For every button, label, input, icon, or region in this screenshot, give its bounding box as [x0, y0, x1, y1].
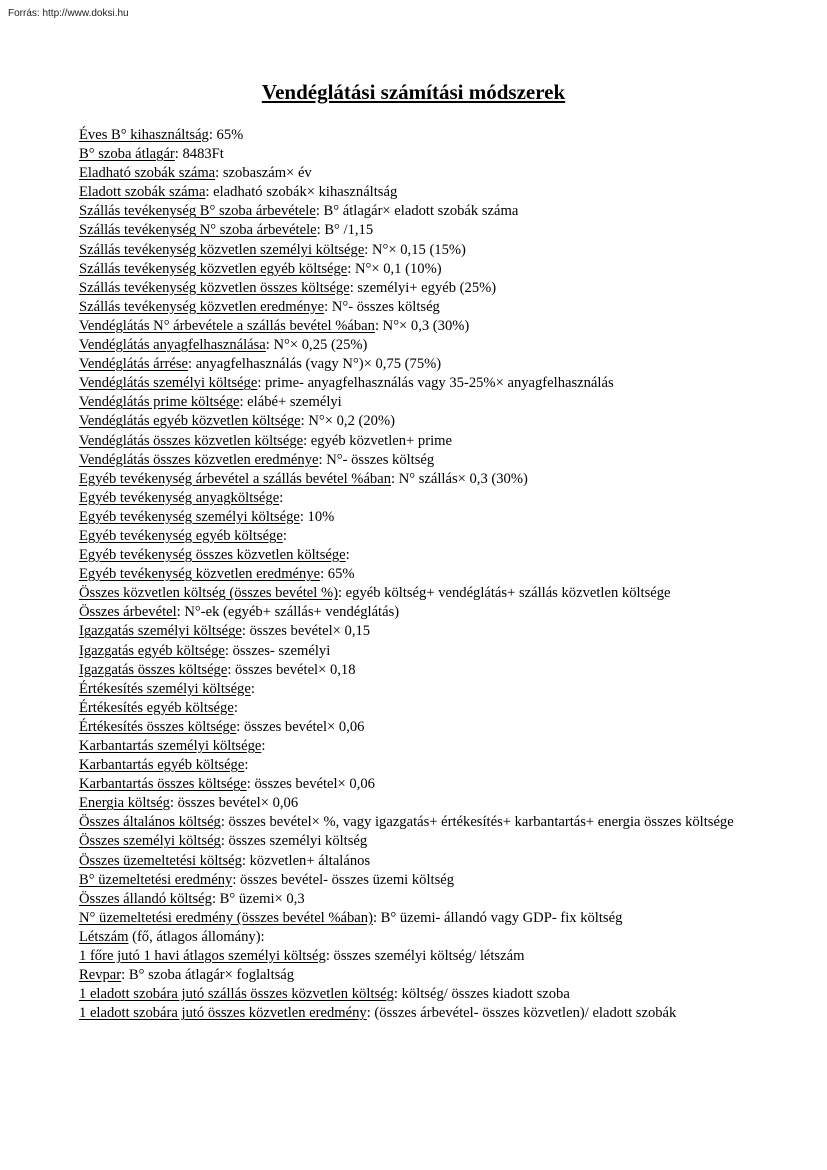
term: Igazgatás egyéb költsége	[79, 642, 225, 659]
list-item	[79, 527, 748, 546]
definition: : összes bevétel× 0,18	[227, 661, 356, 678]
list-item	[79, 699, 748, 718]
term: Szállás tevékenység közvetlen egyéb költsége	[79, 260, 348, 277]
term: N° üzemeltetési eredmény (összes bevétel %ában)	[79, 909, 373, 926]
definition: : összes személyi költség/ létszám	[325, 948, 525, 965]
definition: :	[345, 547, 350, 564]
list-item	[79, 164, 748, 183]
term: Összes üzemeltetési költség	[79, 852, 242, 869]
term: Eladható szobák száma	[79, 165, 216, 182]
term: Vendéglátás összes közvetlen költsége	[79, 432, 304, 449]
term: Vendéglátás összes közvetlen eredménye	[79, 451, 319, 468]
list-item	[79, 145, 748, 164]
term: 1 eladott szobára jutó összes közvetlen eredmény	[79, 1005, 367, 1022]
definition: : N°- összes költség	[324, 298, 440, 315]
definition: (fő, átlagos állomány):	[128, 928, 265, 945]
list-item	[79, 546, 748, 565]
list-item	[79, 260, 748, 279]
term: Vendéglátás prime költsége	[79, 394, 240, 411]
list-item	[79, 183, 748, 202]
definition: : összes- személyi	[224, 642, 331, 659]
list-item	[79, 412, 748, 431]
definition: : összes bevétel× %, vagy igazgatás+ értékesítés+ karbantartás+ energia összes költsége	[220, 814, 734, 831]
definition: : N°× 0,15 (15%)	[364, 241, 466, 258]
definition: : anyagfelhasználás (vagy N°)× 0,75 (75%)	[188, 356, 442, 373]
list-item	[79, 489, 748, 508]
definition: : N°-ek (egyéb+ szállás+ vendéglátás)	[176, 604, 400, 621]
definition: : N°× 0,1 (10%)	[347, 260, 442, 277]
term: Revpar	[79, 967, 122, 984]
list-item	[79, 737, 748, 756]
formula-list	[79, 126, 748, 1023]
term: Igazgatás összes költsége	[79, 661, 228, 678]
definition: : 8483Ft	[174, 146, 224, 163]
definition: : összes bevétel× 0,06	[169, 795, 299, 812]
list-item	[79, 374, 748, 393]
term: Eladott szobák száma	[79, 184, 206, 201]
definition: : személyi+ egyéb (25%)	[349, 279, 497, 296]
list-item	[79, 985, 748, 1004]
definition: :	[244, 757, 249, 774]
definition: : összes személyi költség	[220, 833, 368, 850]
term: Összes általános költség	[79, 814, 221, 831]
list-item	[79, 622, 748, 641]
term: Létszám	[79, 928, 129, 945]
term: Karbantartás összes költsége	[79, 776, 247, 793]
term: Vendéglátás személyi költsége	[79, 375, 258, 392]
term: Értékesítés személyi költsége	[79, 680, 251, 697]
term: Összes közvetlen költség (összes bevétel %)	[79, 585, 338, 602]
list-item	[79, 966, 748, 985]
definition: : egyéb költség+ vendéglátás+ szállás közvetlen költsége	[337, 585, 671, 602]
list-item	[79, 565, 748, 584]
list-item	[79, 451, 748, 470]
term: Értékesítés egyéb költsége	[79, 699, 234, 716]
definition: : 65%	[320, 566, 355, 583]
term: Szállás tevékenység N° szoba árbevétele	[79, 222, 317, 239]
definition: : N°× 0,3 (30%)	[374, 317, 470, 334]
term: Vendéglátás N° árbevétele a szállás bevétel %ában	[79, 317, 375, 334]
list-item	[79, 852, 748, 871]
term: Szállás tevékenység B° szoba árbevétele	[79, 203, 316, 220]
list-item	[79, 432, 748, 451]
definition: : B° /1,15	[316, 222, 374, 239]
list-item	[79, 661, 748, 680]
term: Szállás tevékenység közvetlen összes költsége	[79, 279, 350, 296]
list-item	[79, 871, 748, 890]
term: Összes személyi költség	[79, 833, 221, 850]
definition: : összes bevétel× 0,06	[246, 776, 375, 793]
list-item	[79, 642, 748, 661]
term: 1 főre jutó 1 havi átlagos személyi költség	[79, 948, 326, 965]
definition: : N°× 0,2 (20%)	[300, 413, 395, 430]
definition: : B° szoba átlagár× foglaltság	[121, 967, 295, 984]
term: Értékesítés összes költsége	[79, 718, 237, 735]
list-item	[79, 126, 748, 145]
definition: : B° üzemi- állandó vagy GDP- fix költség	[372, 909, 623, 926]
term: Vendéglátás árrése	[79, 356, 188, 373]
list-item	[79, 508, 748, 527]
document-title: Vendéglátási számítási módszerek	[261, 80, 566, 104]
list-item	[79, 890, 748, 909]
definition: : 10%	[299, 508, 335, 525]
definition: : szobaszám× év	[215, 165, 312, 182]
definition: : N°× 0,25 (25%)	[265, 337, 368, 354]
list-item	[79, 832, 748, 851]
definition: : B° átlagár× eladott szobák száma	[315, 203, 519, 220]
definition: : egyéb közvetlen+ prime	[303, 432, 452, 449]
term: B° üzemeltetési eredmény	[79, 871, 233, 888]
definition: : összes bevétel- összes üzemi költség	[232, 871, 455, 888]
list-item	[79, 355, 748, 374]
term: Vendéglátás egyéb közvetlen költsége	[79, 413, 301, 430]
list-item	[79, 336, 748, 355]
definition: : B° üzemi× 0,3	[211, 890, 305, 907]
term: Egyéb tevékenység összes közvetlen költsége	[79, 547, 346, 564]
term: Éves B° kihasználtság	[79, 127, 209, 143]
definition: : N°- összes költség	[318, 451, 435, 468]
list-item	[79, 718, 748, 737]
term: Energia költség	[79, 795, 170, 812]
list-item	[79, 813, 748, 832]
definition: :	[250, 680, 255, 697]
list-item	[79, 603, 748, 622]
definition: : költség/ összes kiadott szoba	[393, 986, 570, 1003]
list-item	[79, 202, 748, 221]
term: Egyéb tevékenység személyi költsége	[79, 508, 300, 525]
source-url-label: Forrás: http://www.doksi.hu	[8, 8, 129, 19]
list-item	[79, 470, 748, 489]
definition: :	[282, 527, 287, 544]
list-item	[79, 1004, 748, 1023]
definition: :	[233, 699, 238, 716]
list-item	[79, 317, 748, 336]
list-item	[79, 756, 748, 775]
definition: : (összes árbevétel- összes közvetlen)/ eladott szobák	[366, 1005, 677, 1022]
list-item	[79, 221, 748, 240]
definition: :	[279, 489, 284, 506]
definition: : elábé+ személyi	[239, 394, 342, 411]
list-item	[79, 680, 748, 699]
list-item	[79, 775, 748, 794]
term: Szállás tevékenység közvetlen személyi költsége	[79, 241, 365, 258]
definition: : közvetlen+ általános	[241, 852, 371, 869]
list-item	[79, 241, 748, 260]
term: Egyéb tevékenység anyagköltsége	[79, 489, 280, 506]
list-item	[79, 909, 748, 928]
term: Egyéb tevékenység egyéb költsége	[79, 527, 283, 544]
term: Egyéb tevékenység árbevétel a szállás bevétel %ában	[79, 470, 391, 487]
list-item	[79, 947, 748, 966]
list-item	[79, 584, 748, 603]
definition: : N° szállás× 0,3 (30%)	[391, 470, 528, 487]
list-item	[79, 279, 748, 298]
definition: : 65%	[208, 127, 244, 143]
list-item	[79, 794, 748, 813]
term: Vendéglátás anyagfelhasználása	[79, 337, 266, 354]
term: Összes árbevétel	[79, 604, 177, 621]
list-item	[79, 393, 748, 412]
definition: :	[261, 738, 266, 754]
definition: : összes bevétel× 0,15	[241, 623, 371, 640]
list-item	[79, 298, 748, 317]
term: Igazgatás személyi költsége	[79, 623, 242, 640]
term: Szállás tevékenység közvetlen eredménye	[79, 298, 325, 315]
term: 1 eladott szobára jutó szállás összes közvetlen költség	[79, 986, 394, 1003]
definition: : prime- anyagfelhasználás vagy 35-25%× anyagfelhasználás	[257, 375, 614, 392]
term: B° szoba átlagár	[79, 146, 175, 163]
definition: : eladható szobák× kihasználtság	[205, 184, 398, 201]
definition: : összes bevétel× 0,06	[236, 718, 365, 735]
term: Összes állandó költség	[79, 890, 212, 907]
list-item	[79, 928, 748, 947]
term: Karbantartás személyi költsége	[79, 738, 262, 754]
term: Karbantartás egyéb költsége	[79, 757, 245, 774]
term: Egyéb tevékenység közvetlen eredménye	[79, 566, 321, 583]
